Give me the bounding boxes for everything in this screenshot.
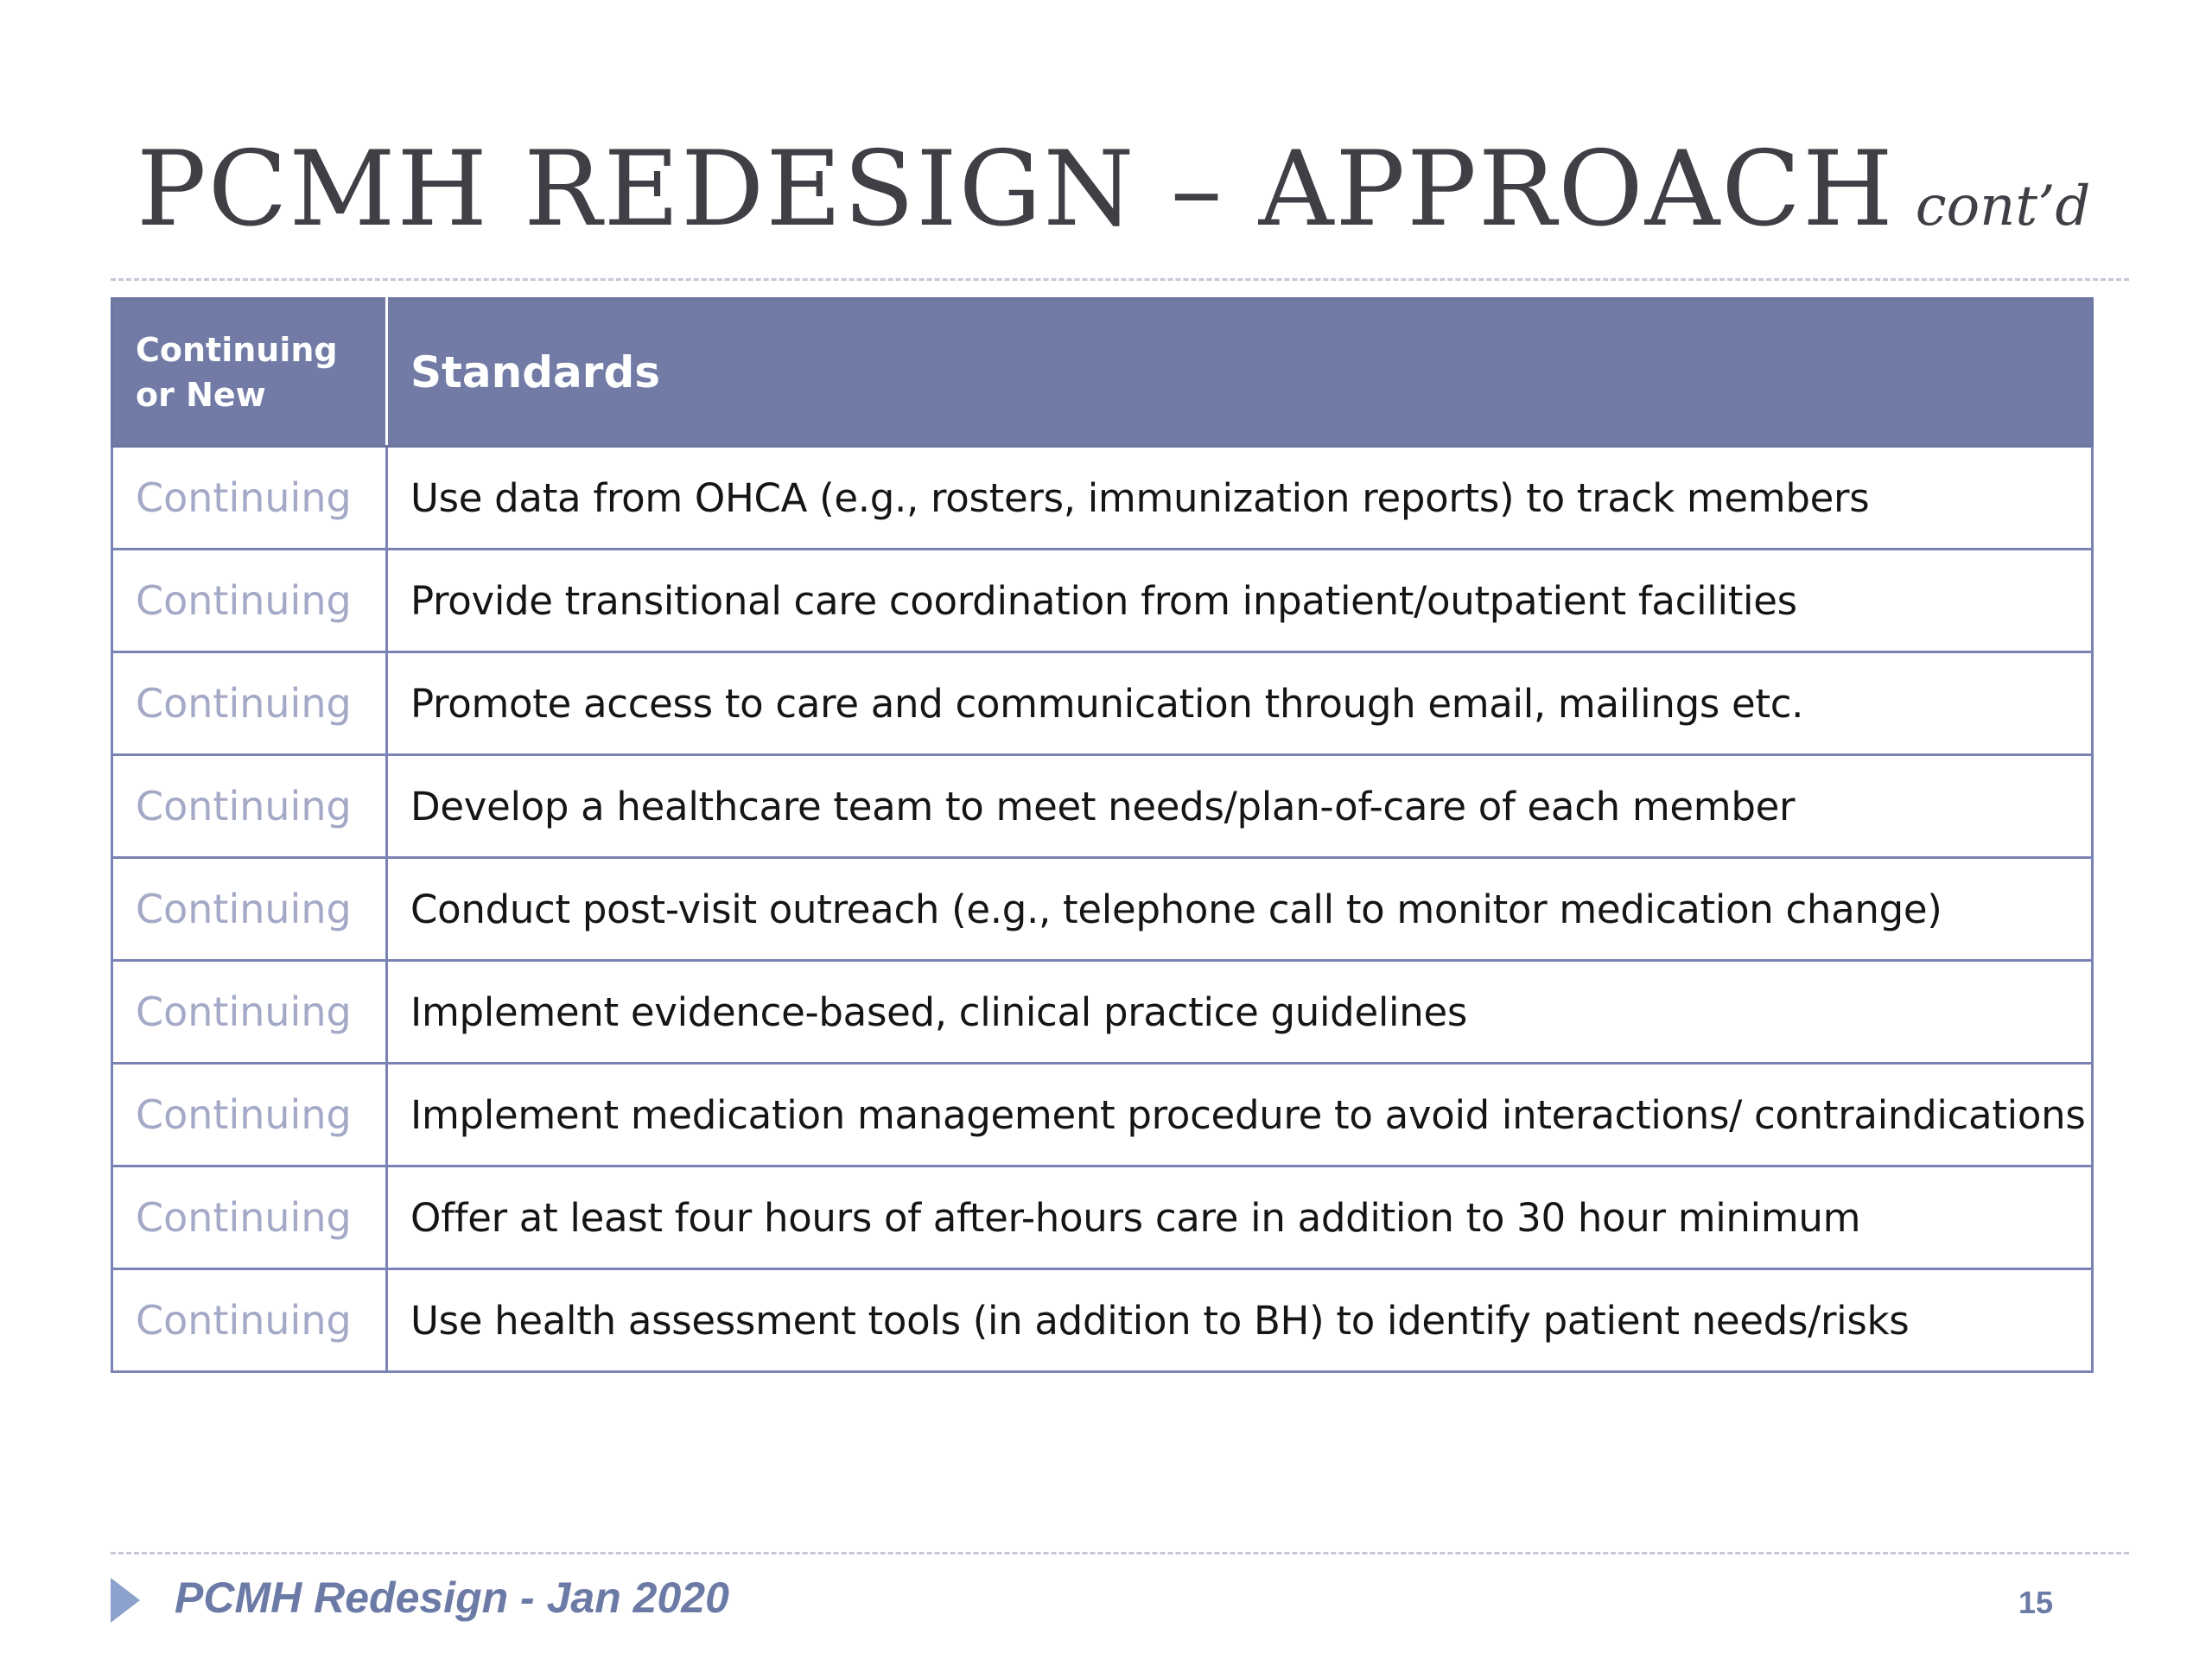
status-cell: Continuing xyxy=(112,447,387,550)
standard-cell: Offer at least four hours of after-hours care in addition to 30 hour minimum xyxy=(387,1166,2093,1269)
status-cell: Continuing xyxy=(112,652,387,755)
standard-cell: Promote access to care and communication through email, mailings etc. xyxy=(387,652,2093,755)
standard-cell: Implement evidence-based, clinical practice guidelines xyxy=(387,961,2093,1064)
footer-title: PCMH Redesign - Jan 2020 xyxy=(175,1573,729,1622)
standard-cell: Develop a healthcare team to meet needs/plan-of-care of each member xyxy=(387,755,2093,858)
table-row xyxy=(112,1064,2093,1166)
page-number: 15 xyxy=(2018,1585,2053,1620)
standard-cell: Implement medication management procedure to avoid interactions/ contraindications xyxy=(387,1064,2093,1166)
standard-cell: Conduct post-visit outreach (e.g., telephone call to monitor medication change) xyxy=(387,858,2093,961)
table-row xyxy=(112,1269,2093,1372)
status-cell: Continuing xyxy=(112,1269,387,1372)
top-divider xyxy=(111,278,2129,281)
title-main: PCMH REDESIGN – APPROACH xyxy=(137,130,1895,250)
standard-cell: Use health assessment tools (in addition to BH) to identify patient needs/risks xyxy=(387,1269,2093,1372)
standard-cell: Use data from OHCA (e.g., rosters, immunization reports) to track members xyxy=(387,447,2093,550)
triangle-right-icon xyxy=(111,1578,140,1623)
status-cell: Continuing xyxy=(112,1166,387,1269)
table-row xyxy=(112,755,2093,858)
column-header-standards: Standards xyxy=(387,299,2093,447)
table-row xyxy=(112,858,2093,961)
standards-table xyxy=(111,297,2094,1373)
status-cell: Continuing xyxy=(112,961,387,1064)
status-cell: Continuing xyxy=(112,550,387,652)
table-row xyxy=(112,1166,2093,1269)
column-header-status-line1: Continuing xyxy=(136,331,338,369)
table-row xyxy=(112,652,2093,755)
status-cell: Continuing xyxy=(112,858,387,961)
table-row xyxy=(112,447,2093,550)
status-cell: Continuing xyxy=(112,755,387,858)
status-cell: Continuing xyxy=(112,1064,387,1166)
table-row xyxy=(112,961,2093,1064)
standard-cell: Provide transitional care coordination from inpatient/outpatient facilities xyxy=(387,550,2093,652)
page-title xyxy=(137,130,2091,250)
title-suffix: cont’d xyxy=(1915,175,2091,238)
table-row xyxy=(112,550,2093,652)
bottom-divider xyxy=(111,1552,2129,1554)
table-header-row xyxy=(112,299,2093,447)
column-header-status xyxy=(112,299,387,447)
column-header-status-line2: or New xyxy=(136,376,266,414)
